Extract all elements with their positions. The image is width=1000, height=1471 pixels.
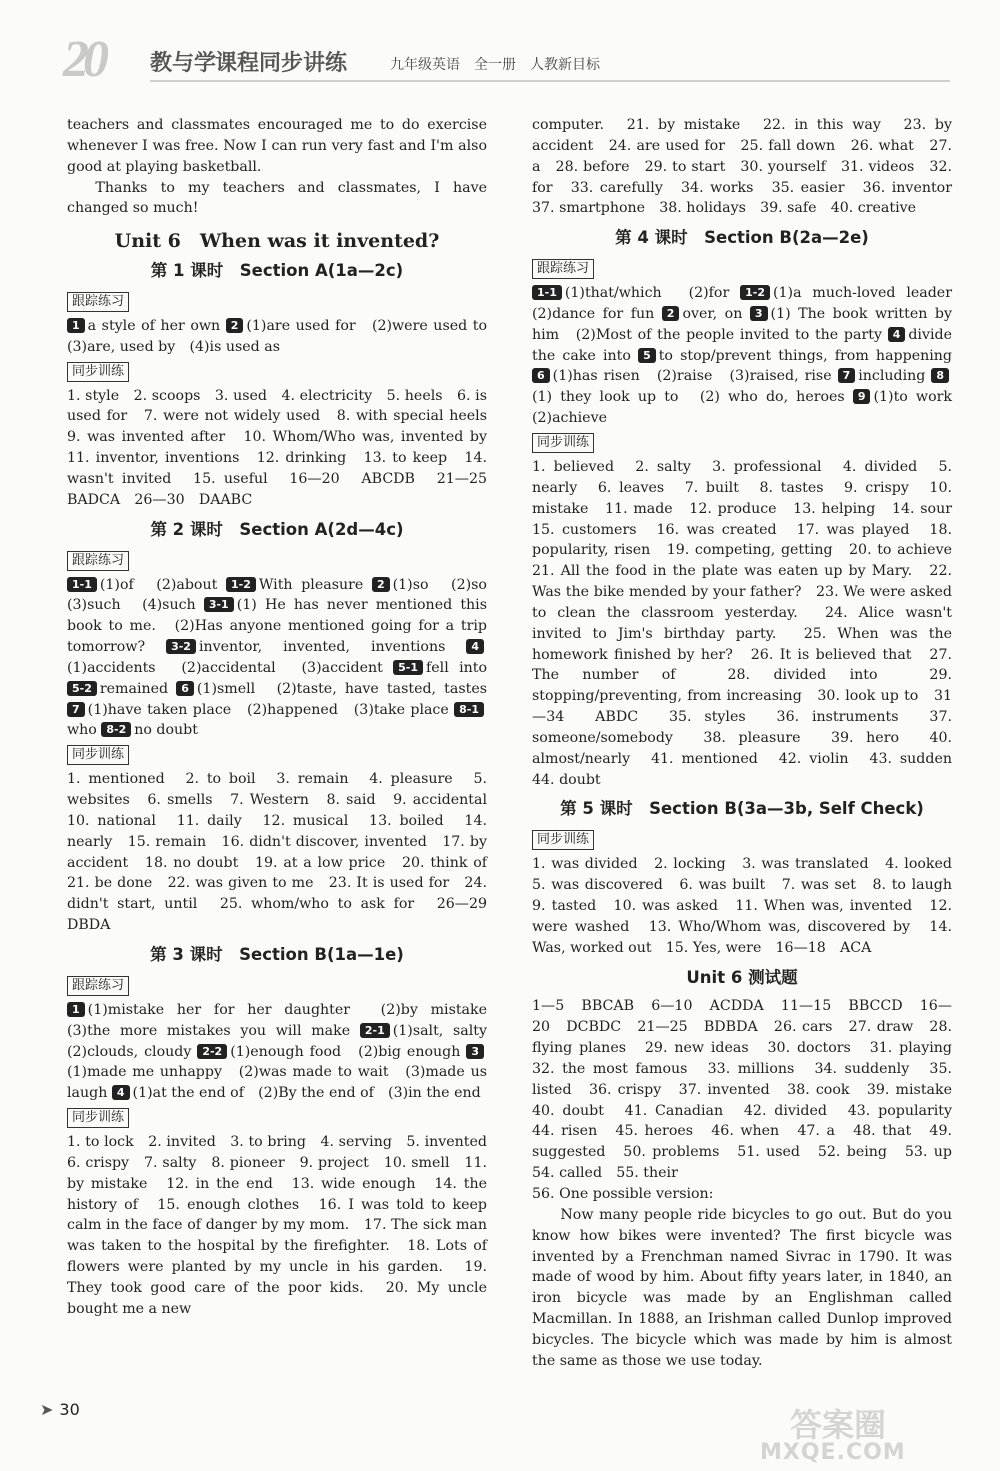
intro-paragraph-2: Thanks to my teachers and classmates, I have changed so much! — [67, 179, 487, 217]
item-text: divide the cake into — [532, 326, 952, 364]
item-badge: 1 — [67, 318, 85, 333]
item-text: over, on — [682, 305, 750, 322]
item-text: including — [858, 368, 932, 385]
lesson-5-title: 第 5 课时 Section B(3a—3b, Self Check) — [560, 799, 924, 819]
item-text: (1) The book written by him (2)Most of the people invited to the party — [532, 305, 952, 343]
item-text: who — [67, 722, 102, 739]
item-text: (1)a much-loved leader (2)dance for fun — [532, 285, 967, 322]
item-badge: 1-2 — [226, 577, 256, 592]
item-text: (1)at the end of (2)By the end of (3)in the end — [132, 1085, 481, 1102]
item-badge: 5-1 — [393, 660, 423, 675]
item-badge: 2 — [662, 306, 680, 321]
item-text: (1) they look up to (2) who do, heroes — [532, 389, 853, 406]
item-text: (1)to work (2)achieve — [532, 389, 967, 427]
header-divider — [150, 80, 950, 82]
lesson-1-tracking — [67, 316, 502, 358]
item-badge: 4 — [112, 1085, 130, 1100]
essay-text: Now many people ride bicycles to go out. But do you know how bikes were invented? The first bicycle was invented by a Frenchman named Sivrac in 1790. It was made of wood by him. About fifty years later, in 1840, an iron bicycle was made by an Englishman called Macmillan. In 1888, an Irishman called Dunlop improved bicycles. The bicycle which was made by him is almost the same as those we use today. — [532, 1206, 952, 1369]
lesson-4-sync: 1. believed 2. salty 3. professional 4. divided 5. nearly 6. leaves 7. built 8. tastes 9. crispy 10. mistake 11. made 12. produce 13. helping 14. sour 15. customers 16. was created 17. was played 18. popularity, risen 19. competing, getting 20. to achieve 21. All the food in the plate was eaten up by Mary. 22. Was the bike mended by your father? 23. We were asked to clean the classroom yesterday. 24. Alice wasn't invited to Jim's birthday party. 25. When was the homework finished by her? 26. It is believed that 27. The number of 28. divided into 29. stopping/preventing, from increasing 30. look up to 31—34 ABDC 35. styles 36. instruments 37. someone/somebody 38. pleasure 39. hero 40. almost/nearly 41. mentioned 42. violin 43. sudden 44. doubt — [532, 458, 967, 788]
right-column — [532, 115, 967, 1372]
item-badge: 7 — [838, 368, 856, 383]
lesson-2-tracking — [67, 575, 502, 742]
item-text: (1)have taken place (2)happened (3)take place — [87, 701, 455, 718]
item-text: (1)of (2)about — [99, 576, 226, 593]
item-text: (1)smell (2)taste, have tasted, tastes — [196, 680, 487, 697]
item-badge: 2-1 — [360, 1023, 390, 1038]
item-text: to stop/prevent things, from happening — [658, 347, 952, 364]
lesson-3-title: 第 3 课时 Section B(1a—1e) — [150, 945, 404, 964]
item-badge: 2 — [226, 318, 244, 333]
lesson-1-sync: 1. style 2. scoops 3. used 4. electricity 5. heels 6. is used for 7. were not widely used 8. with special heels 9. was invented after 10. Whom/Who was, invented by 11. inventor, inventions 12. drinking 13. to keep 14. wasn't invited 15. useful 16—20 ABCDB 21—25 BADCA 26—30 DAABC — [67, 387, 502, 508]
unit-test-answers: 1—5 BBCAB 6—10 ACDDA 11—15 BBCCD 16—20 DCBDC 21—25 BDBDA 26. cars 27. draw 28. flying planes 29. new ideas 30. doctors 31. playing 32. the most famous 33. millions 34. suddenly 35. listed 36. crispy 37. invented 38. cook 39. mistake 40. doubt 41. Canadian 42. divided 43. popularity 44. risen 45. heroes 46. when 47. a 48. that 49. suggested 50. problems 51. used 52. being 53. up 54. called 55. their — [532, 998, 967, 1182]
lesson-2-title: 第 2 课时 Section A(2d—4c) — [150, 519, 404, 539]
item-badge: 9 — [853, 389, 871, 404]
lesson-1-title: 第 1 课时 Section A(1a—2c) — [150, 261, 404, 281]
lesson-4-tracking — [532, 283, 967, 429]
intro-paragraph-1: teachers and classmates encouraged me to do exercise whenever I was free. Now I can run very fast and I'm also good at playing basketball. — [67, 117, 487, 175]
item-text: (1)made me unhappy (2)was made to wait (3)made us laugh — [67, 1064, 487, 1102]
item-badge: 8 — [931, 368, 949, 383]
item-text: (1)salt, salty (2)clouds, cloudy — [67, 1022, 502, 1060]
item-badge: 8-1 — [454, 702, 484, 717]
unit-test-title: Unit 6 测试题 — [686, 967, 798, 987]
page-number — [40, 1400, 80, 1419]
unit-title: Unit 6 When was it invented? — [114, 230, 440, 253]
item-badge: 6 — [532, 368, 550, 383]
sync-training-tag: 同步训练 — [532, 830, 594, 850]
lesson-3-sync: 1. to lock 2. invited 3. to bring 4. serving 5. invented 6. crispy 7. salty 8. pioneer 9. project 10. smell 11. by mistake 12. in the end 13. wide enough 14. the history of 15. enough clothes 16. I was told to keep calm in the face of danger by my mom. 17. The sick man was taken to the hospital by the firefighter. 18. Lots of flowers were planted by my uncle in his garden. 19. They took good care of the poor kids. 20. My uncle bought me a new — [67, 1134, 502, 1317]
tracking-practice-tag: 跟踪练习 — [67, 551, 129, 571]
item-badge: 2-2 — [197, 1044, 227, 1059]
header-subtitle: 九年级英语 全一册 人教新目标 — [390, 57, 600, 73]
item-badge: 7 — [67, 702, 85, 717]
item-badge: 3 — [466, 1044, 484, 1059]
page-header — [55, 30, 955, 92]
item-text: (1)enough food (2)big enough — [230, 1043, 467, 1060]
item-text: (1)so (2)so (3)such (4)such — [67, 576, 502, 614]
watermark-url: MXQE.COM — [760, 1440, 906, 1465]
sync-training-tag: 同步训练 — [67, 1108, 129, 1128]
item-badge: 4 — [888, 327, 906, 342]
item-badge: 3-1 — [204, 597, 234, 612]
sync-training-tag: 同步训练 — [67, 745, 129, 765]
logo-20-icon: 20 — [63, 31, 103, 88]
item-badge: 6 — [176, 681, 194, 696]
lesson-4-title: 第 4 课时 Section B(2a—2e) — [615, 228, 869, 248]
item-text: (1)has risen (2)raise (3)raised, rise — [552, 368, 838, 385]
lesson-2-sync: 1. mentioned 2. to boil 3. remain 4. pleasure 5. websites 6. smells 7. Western 8. said 9. accidental 10. national 11. daily 12. musical 13. boiled 14. nearly 15. remain 16. didn't discover, invented 17. by accident 18. no doubt 19. at a low price 20. think of 21. be done 22. was given to me 23. It is used for 24. didn't start, until 25. whom/who to ask for 26—29 DBDA — [67, 771, 502, 934]
item-badge: 3 — [750, 306, 768, 321]
item-text: (1)that/which (2)for — [564, 285, 741, 302]
item-text: (1)are used for (2)were used to (3)are, used by (4)is used as — [67, 317, 502, 355]
item-text: fell into — [426, 659, 487, 676]
item-badge: 1-1 — [532, 285, 562, 300]
brand-name: 教与学 — [150, 51, 217, 76]
item-badge: 5 — [638, 348, 656, 363]
item-badge: 2 — [372, 577, 390, 592]
item-text: (1)mistake her for her daughter (2)by mistake (3)the more mistakes you will make — [67, 1001, 502, 1039]
tracking-practice-tag: 跟踪练习 — [67, 292, 129, 312]
item-badge: 4 — [466, 639, 484, 654]
page-number-text: 30 — [59, 1400, 80, 1419]
arrow-icon: ➤ — [40, 1400, 54, 1419]
sync-training-tag: 同步训练 — [532, 433, 594, 453]
item-badge: 1 — [67, 1002, 85, 1017]
item-text: (1) He has never mentioned this book to me. (2)Has anyone mentioned going for a trip tomorrow? — [67, 597, 487, 656]
item-text: With pleasure — [258, 576, 372, 593]
tracking-practice-tag: 跟踪练习 — [67, 976, 129, 996]
lesson-3-sync-continued: computer. 21. by mistake 22. in this way 23. by accident 24. are used for 25. fall down 26. what 27. a 28. before 29. to start 30. yourself 31. videos 32. for 33. carefully 34. works 35. easier 36. inventor 37. smartphone 38. holidays 39. safe 40. creative — [532, 117, 967, 217]
item-badge: 3-2 — [166, 639, 196, 654]
book-title: 课程同步讲练 — [215, 51, 348, 76]
item-badge: 1-2 — [740, 285, 770, 300]
item-text: a style of her own — [87, 317, 226, 334]
essay-label: 56. One possible version: — [532, 1185, 714, 1202]
item-text: inventor, invented, inventions — [198, 639, 467, 656]
lesson-5-sync: 1. was divided 2. locking 3. was translated 4. looked 5. was discovered 6. was built 7. was set 8. to laugh 9. tasted 10. was asked 11. When was, invented 12. were washed 13. Who/Whom was, discovered by 14. Was, worked out 15. Yes, were 16—18 ACA — [532, 856, 967, 956]
sync-training-tag: 同步训练 — [67, 362, 129, 382]
tracking-practice-tag: 跟踪练习 — [532, 259, 594, 279]
left-column — [67, 115, 502, 1320]
item-badge: 5-2 — [67, 681, 97, 696]
item-text: remained — [99, 680, 177, 697]
item-badge: 8-2 — [101, 722, 131, 737]
item-text: no doubt — [134, 722, 198, 739]
lesson-3-tracking — [67, 1000, 502, 1104]
item-text: (1)accidents (2)accidental (3)accident — [67, 659, 394, 676]
item-badge: 1-1 — [67, 577, 97, 592]
watermark-logo: 答案圈 — [790, 1406, 887, 1444]
